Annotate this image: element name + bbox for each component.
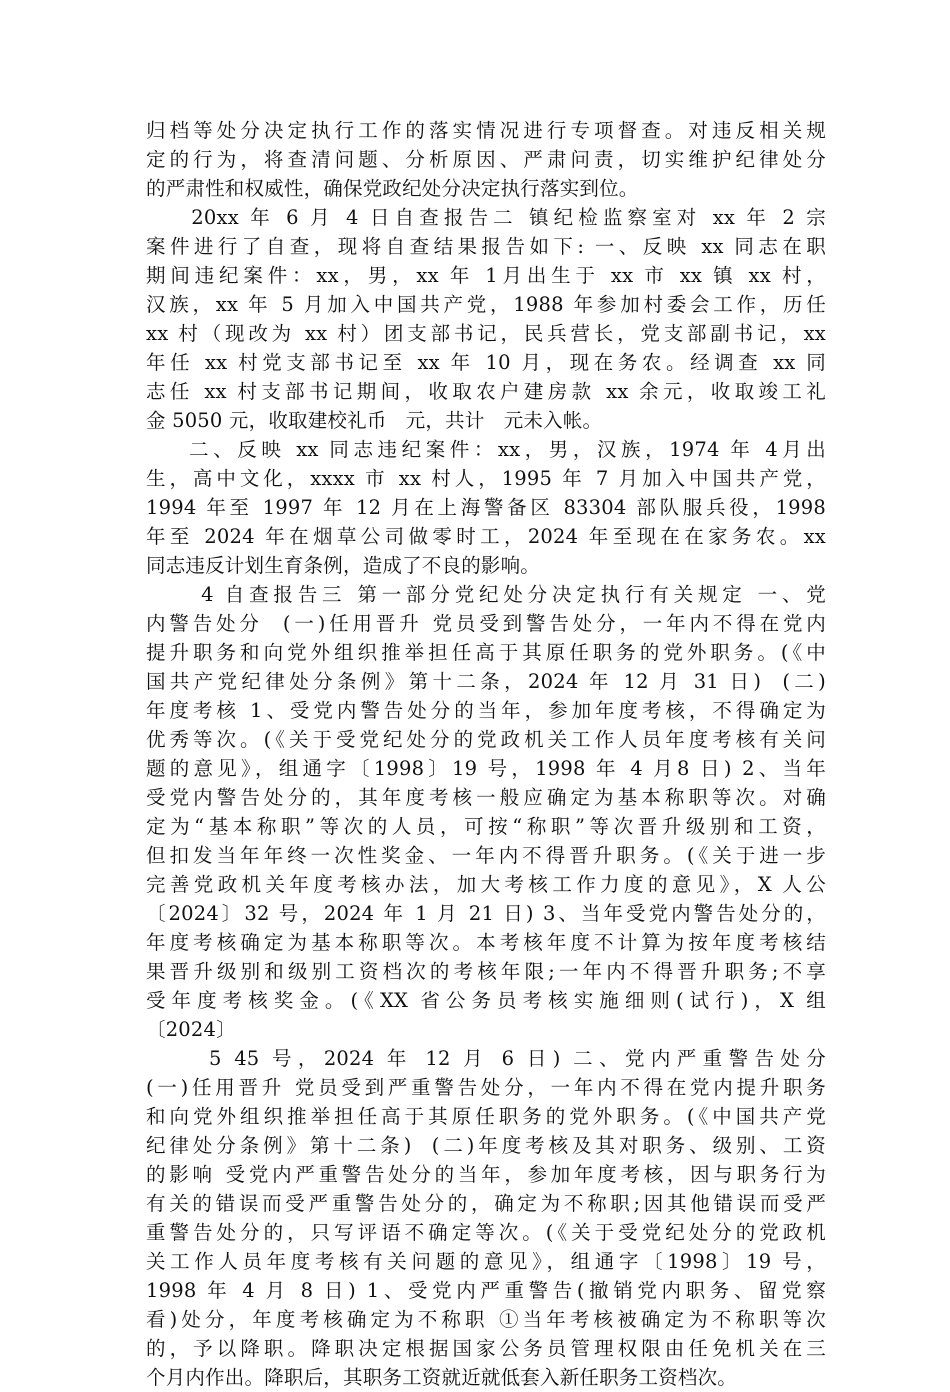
- text-line: xx 村（现改为 xx 村）团支部书记，民兵营长，党支部副书记，xx: [146, 322, 826, 345]
- text-line: 纪律处分条例》第十二条) (二)年度考核及其对职务、级别、工资: [146, 1134, 826, 1157]
- text-line: 1998 年 4 月 8 日) 1、受党内严重警告(撤销党内职务、留党察: [146, 1279, 826, 1302]
- text-line: 但扣发当年年终一次性奖金、一年内不得晋升职务。(《关于进一步: [146, 844, 826, 867]
- text-line: 〔2024〕: [146, 1018, 236, 1041]
- text-line: (一)任用晋升 党员受到严重警告处分，一年内不得在党内提升职务: [146, 1076, 826, 1099]
- text-line: 金 5050 元，收取建校礼币 元，共计 元未入帐。: [146, 409, 603, 432]
- text-line: 年至 2024 年在烟草公司做零时工，2024 年至现在在家务农。xx: [146, 525, 826, 548]
- text-line: 题的意见》，组通字〔1998〕19 号，1998 年 4 月8 日) 2、当年: [146, 757, 826, 780]
- text-line: 4 自查报告三 第一部分党纪处分决定执行有关规定 一、党: [146, 583, 826, 606]
- text-line: 有关的错误而受严重警告处分的，确定为不称职;因其他错误而受严: [146, 1192, 826, 1215]
- text-line: 汉族，xx 年 5 月加入中国共产党，1988 年参加村委会工作，历任: [146, 293, 826, 316]
- text-line: 的严肃性和权威性，确保党政纪处分决定执行落实到位。: [146, 177, 639, 200]
- text-line: 提升职务和向党外组织推举担任高于其原任职务的党外职务。(《中: [146, 641, 826, 664]
- text-line: 期间违纪案件：xx，男，xx 年 1月出生于 xx 市 xx 镇 xx 村，: [146, 264, 826, 287]
- text-line: 志任 xx 村支部书记期间，收取农户建房款 xx 余元，收取竣工礼: [146, 380, 826, 403]
- text-line: 看)处分，年度考核确定为不称职 ①当年考核被确定为不称职等次: [146, 1308, 826, 1331]
- text-line: 二、反映 xx 同志违纪案件：xx，男，汉族，1974 年 4月出: [146, 438, 826, 461]
- text-line: 5 45 号，2024 年 12 月 6 日) 二、党内严重警告处分: [146, 1047, 826, 1070]
- text-line: 的，予以降职。降职决定根据国家公务员管理权限由任免机关在三: [146, 1337, 826, 1360]
- text-line: 果晋升级别和级别工资档次的考核年限;一年内不得晋升职务;不享: [146, 960, 826, 983]
- text-line: 年度考核 1、受党内警告处分的当年，参加年度考核，不得确定为: [146, 699, 826, 722]
- text-line: 优秀等次。(《关于受党纪处分的党政机关工作人员年度考核有关问: [146, 728, 826, 751]
- text-line: 完善党政机关年度考核办法，加大考核工作力度的意见》，X 人公: [146, 873, 826, 896]
- text-line: 重警告处分的，只写评语不确定等次。(《关于受党纪处分的党政机: [146, 1221, 826, 1244]
- text-line: 个月内作出。降职后，其职务工资就近就低套入新任职务工资档次。: [146, 1366, 738, 1389]
- text-line: 内警告处分 (一)任用晋升 党员受到警告处分，一年内不得在党内: [146, 612, 826, 635]
- text-line: 年任 xx 村党支部书记至 xx 年 10 月，现在务农。经调查 xx 同: [146, 351, 826, 374]
- text-line: 国共产党纪律处分条例》第十二条，2024 年 12 月 31 日) (二): [146, 670, 826, 693]
- text-line: 关工作人员年度考核有关问题的意见》，组通字〔1998〕19 号，: [146, 1250, 826, 1273]
- text-line: 1994 年至 1997 年 12 月在上海警备区 83304 部队服兵役，1998: [146, 496, 826, 519]
- text-line: 生，高中文化，xxxx 市 xx 村人，1995 年 7 月加入中国共产党，: [146, 467, 826, 490]
- text-line: 归档等处分决定执行工作的落实情况进行专项督查。对违反相关规: [146, 119, 826, 142]
- document-body: [146, 116, 826, 1392]
- text-line: 年度考核确定为基本称职等次。本考核年度不计算为按年度考核结: [146, 931, 826, 954]
- text-line: 受年度考核奖金。(《XX 省公务员考核实施细则(试行)，X 组: [146, 989, 826, 1012]
- text-line: 定的行为，将查清问题、分析原因、严肃问责，切实维护纪律处分: [146, 148, 826, 171]
- text-line: 同志违反计划生育条例，造成了不良的影响。: [146, 554, 541, 577]
- text-line: 受党内警告处分的，其年度考核一般应确定为基本称职等次。对确: [146, 786, 826, 809]
- text-line: 和向党外组织推举担任高于其原任职务的党外职务。(《中国共产党: [146, 1105, 826, 1128]
- text-line: 〔2024〕32 号，2024 年 1 月 21 日) 3、当年受党内警告处分的，: [146, 902, 826, 925]
- text-line: 定为“基本称职”等次的人员，可按“称职”等次晋升级别和工资，: [146, 815, 826, 838]
- text-line: 20xx 年 6 月 4 日自查报告二 镇纪检监察室对 xx 年 2 宗: [146, 206, 826, 229]
- text-line: 的影响 受党内严重警告处分的当年，参加年度考核，因与职务行为: [146, 1163, 826, 1186]
- text-line: 案件进行了自查，现将自查结果报告如下: 一、反映 xx 同志在职: [146, 235, 826, 258]
